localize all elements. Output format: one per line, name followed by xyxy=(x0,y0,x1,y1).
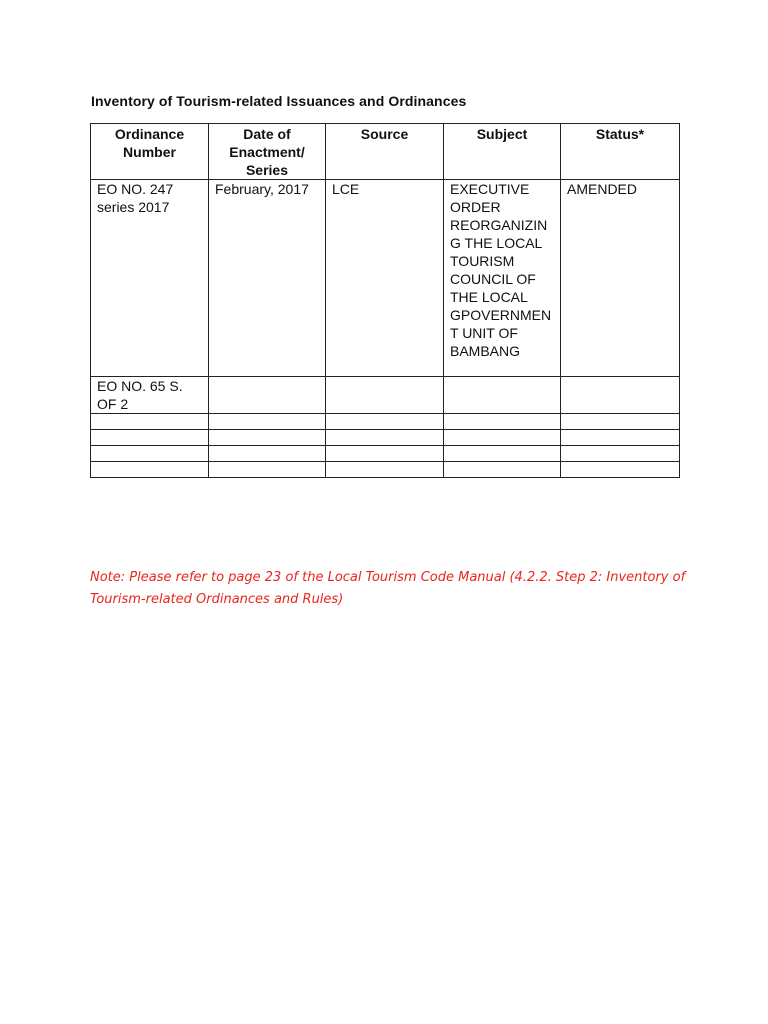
cell-ordinance-number xyxy=(91,430,209,446)
cell-date xyxy=(209,462,326,478)
document-title: Inventory of Tourism-related Issuances and Ordinances xyxy=(91,93,467,109)
header-subject: Subject xyxy=(444,124,561,180)
table-row xyxy=(91,414,680,430)
header-date-of-enactment: Date of Enactment/ Series xyxy=(209,124,326,180)
cell-subject xyxy=(444,462,561,478)
cell-source xyxy=(326,377,444,414)
cell-status xyxy=(561,446,680,462)
table-header-row xyxy=(91,124,680,180)
cell-source xyxy=(326,462,444,478)
cell-source xyxy=(326,414,444,430)
reference-note: Note: Please refer to page 23 of the Local Tourism Code Manual (4.2.2. Step 2: Inventory of Tourism-related Ordinances and Rules) xyxy=(90,570,686,607)
cell-subject xyxy=(444,377,561,414)
ordinance-inventory-table xyxy=(90,123,680,478)
cell-date xyxy=(209,414,326,430)
table-row xyxy=(91,446,680,462)
cell-status xyxy=(561,462,680,478)
cell-ordinance-number: EO NO. 247 series 2017 xyxy=(91,180,209,377)
cell-subject xyxy=(444,430,561,446)
cell-date: February, 2017 xyxy=(209,180,326,377)
cell-ordinance-number: EO NO. 65 S. OF 2 xyxy=(91,377,209,414)
cell-source xyxy=(326,430,444,446)
header-status: Status* xyxy=(561,124,680,180)
cell-subject: EXECUTIVE ORDER REORGANIZING THE LOCAL TOURISM COUNCIL OF THE LOCAL GPOVERNMENT UNIT OF BAMBANG xyxy=(444,180,561,377)
table-row xyxy=(91,180,680,377)
cell-status xyxy=(561,414,680,430)
cell-date xyxy=(209,377,326,414)
table-row xyxy=(91,462,680,478)
table-row xyxy=(91,377,680,414)
cell-ordinance-number xyxy=(91,414,209,430)
cell-ordinance-number xyxy=(91,462,209,478)
cell-status xyxy=(561,430,680,446)
header-source: Source xyxy=(326,124,444,180)
cell-date xyxy=(209,446,326,462)
cell-date xyxy=(209,430,326,446)
cell-status xyxy=(561,377,680,414)
table-row xyxy=(91,430,680,446)
cell-subject xyxy=(444,446,561,462)
cell-source: LCE xyxy=(326,180,444,377)
cell-source xyxy=(326,446,444,462)
cell-ordinance-number xyxy=(91,446,209,462)
cell-status: AMENDED xyxy=(561,180,680,377)
cell-subject xyxy=(444,414,561,430)
header-ordinance-number: Ordinance Number xyxy=(91,124,209,180)
